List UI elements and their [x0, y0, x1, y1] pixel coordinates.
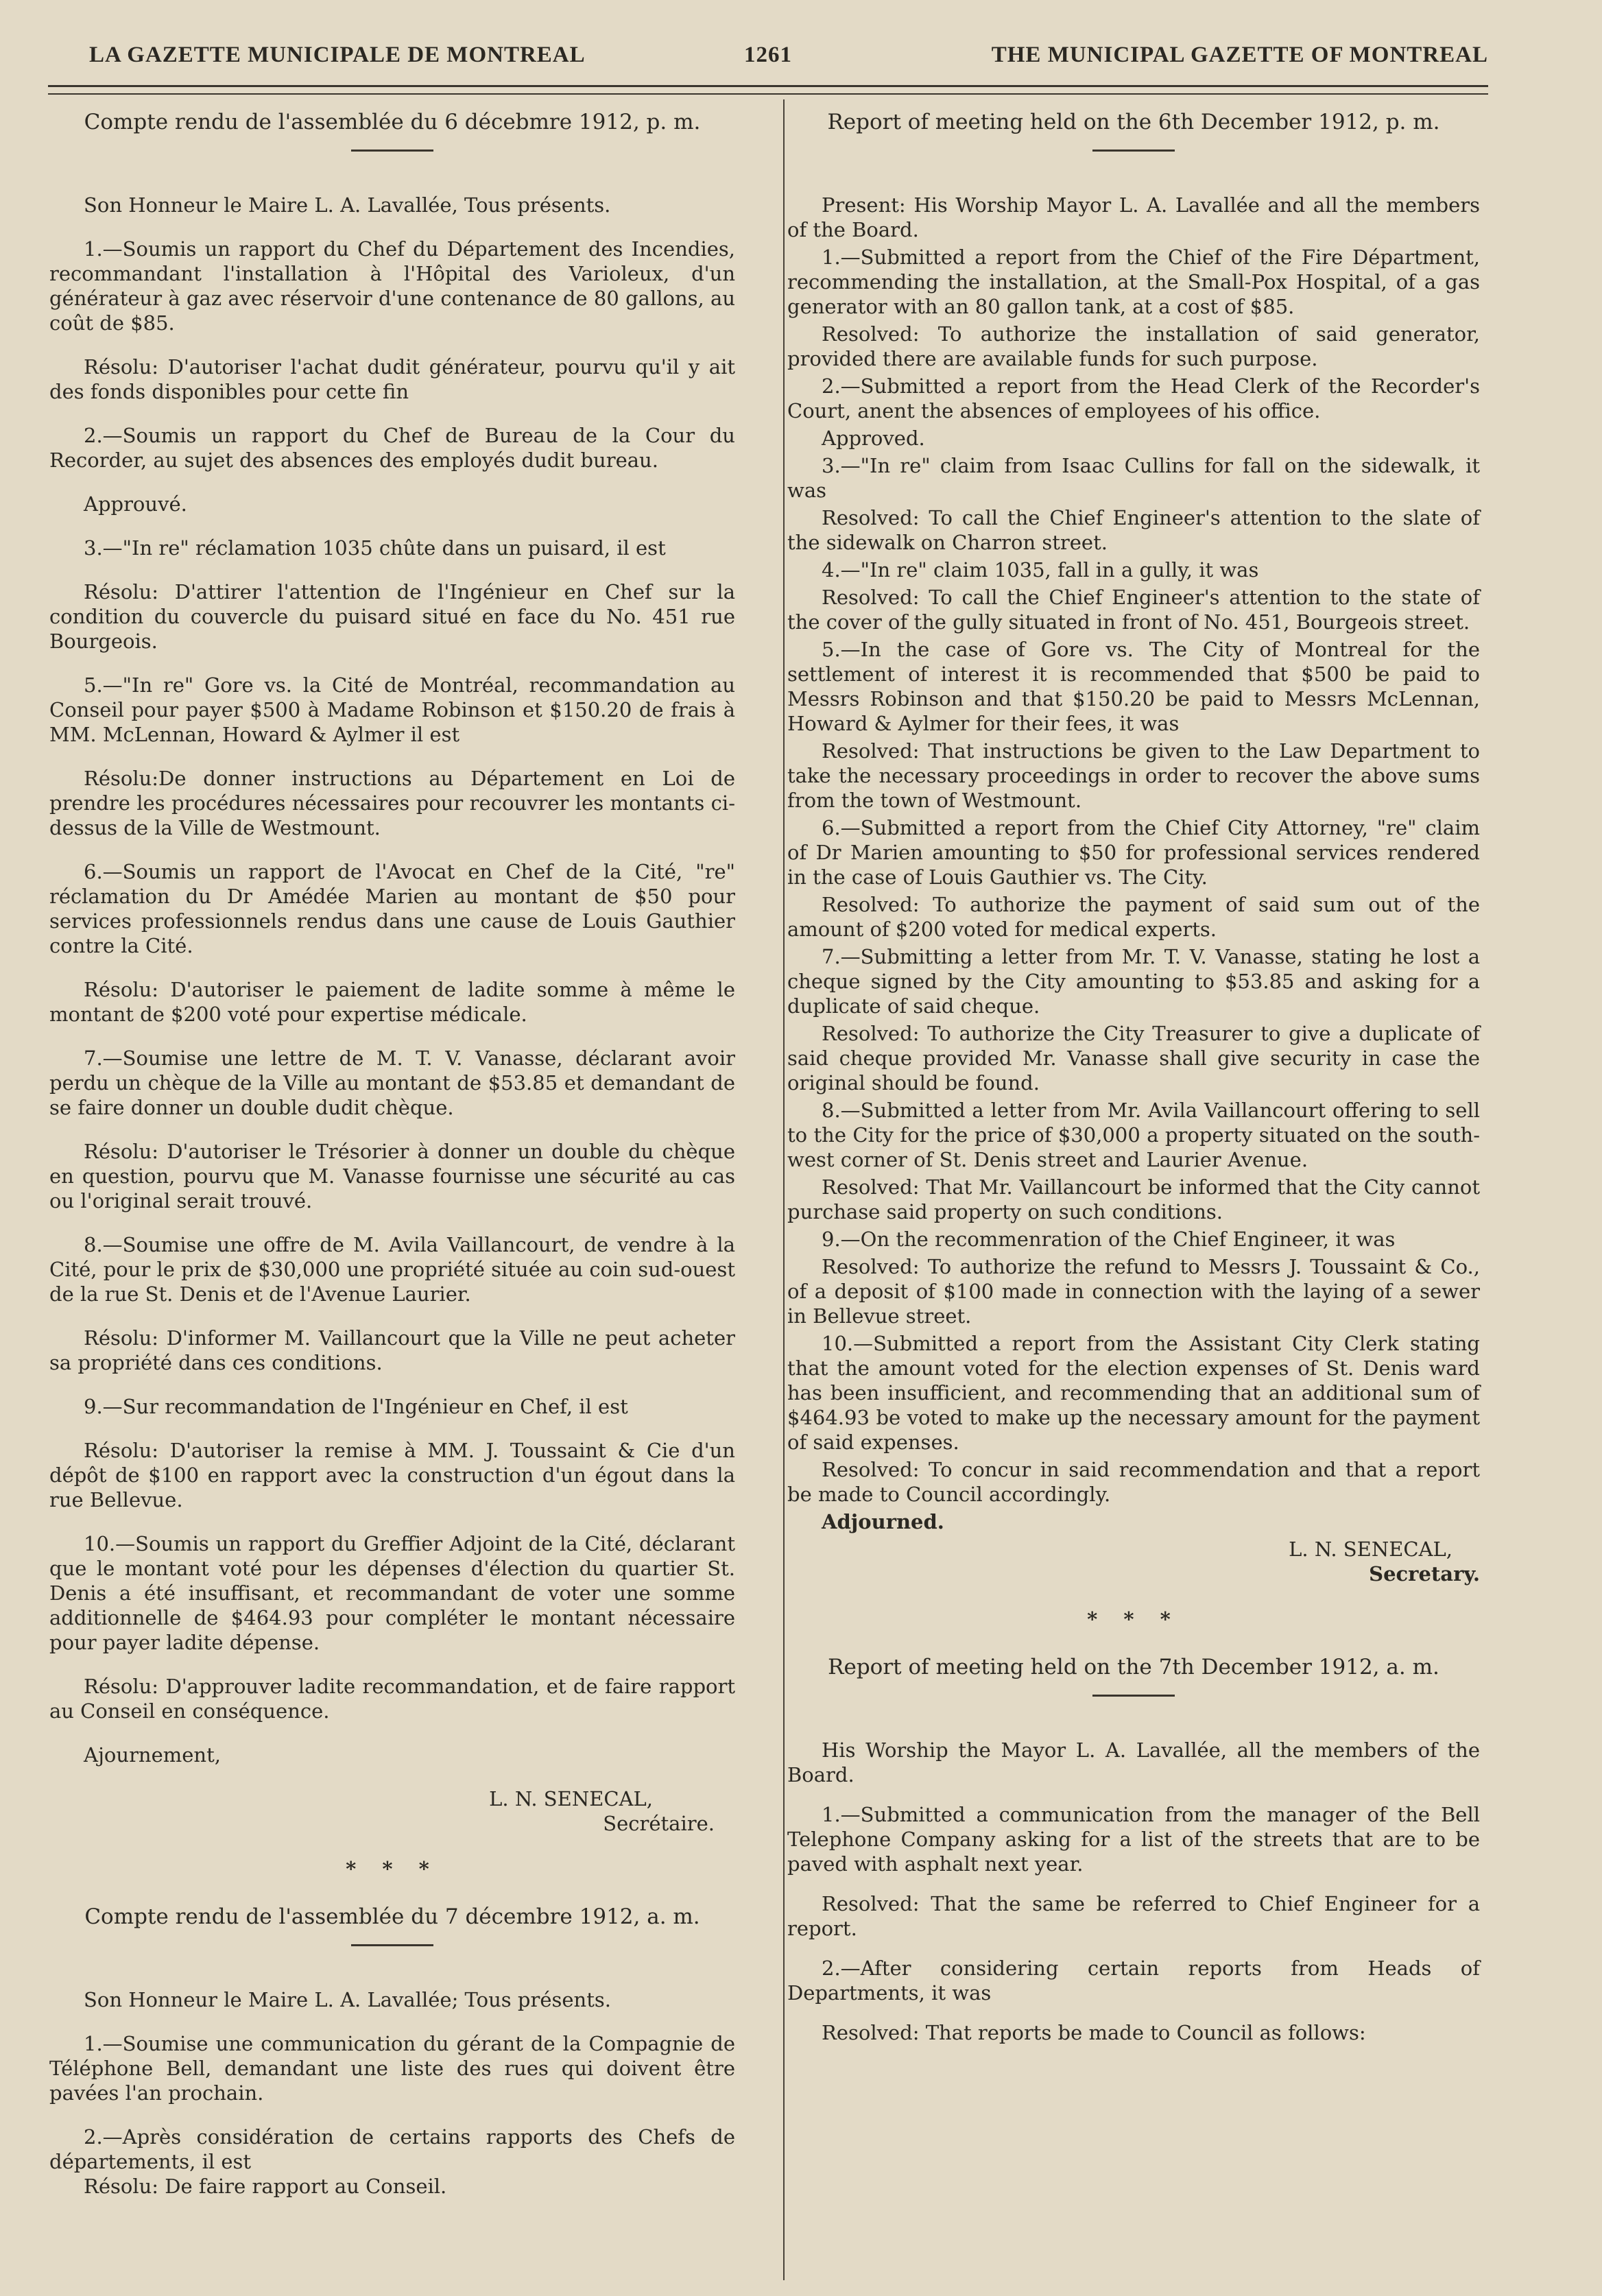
title-rule	[351, 150, 433, 152]
resolution: Résolu: D'autoriser l'achat dudit générateur, pourvu qu'il y ait des fonds disponibles pour cette fin	[49, 355, 735, 403]
signature-title: Secretary.	[1369, 1562, 1480, 1586]
header-rule-bottom	[48, 93, 1488, 95]
minute-item: 3.—"In re" réclamation 1035 chûte dans un puisard, il est	[84, 536, 666, 560]
title-rule	[351, 1944, 433, 1946]
minute-item: 8.—Soumise une offre de M. Avila Vaillancourt, de vendre à la Cité, pour le prix de $30,000 une propriété située au coin sud-ouest de la rue St. Denis et de l'Avenue Laurier.	[49, 1233, 735, 1306]
header-rule-top	[48, 85, 1488, 87]
minute-item: 7.—Submitting a letter from Mr. T. V. Vanasse, stating he lost a cheque signed by the City amounting to $53.85 and asking for a duplicate of said cheque.	[787, 945, 1480, 1018]
minute-item: 9.—Sur recommandation de l'Ingénieur en Chef, il est	[84, 1395, 628, 1418]
resolution: Resolved: To call the Chief Engineer's attention to the state of the cover of the gully situated in front of No. 451, Bourgeois street.	[787, 586, 1480, 634]
resolution: Resolved: That the same be referred to Chief Engineer for a report.	[787, 1892, 1480, 1940]
minute-item: 3.—"In re" claim from Isaac Cullins for fall on the sidewalk, it was	[787, 454, 1480, 502]
minute-item: 6.—Submitted a report from the Chief City Attorney, "re" claim of Dr Marien amounting to $50 for professional services rendered in the case of Louis Gauthier vs. The City.	[787, 816, 1480, 889]
resolution: Resolved: To authorize the refund to Messrs J. Toussaint & Co., of a deposit of $100 made in connection with the laying of a sewer in Bellevue street.	[787, 1255, 1480, 1328]
meeting-title: Compte rendu de l'assemblée du 6 décebmre 1912, p. m.	[84, 110, 701, 134]
resolution: Resolved: That instructions be given to the Law Department to take the necessary proceedings in order to recover the above sums from the town of Westmount.	[787, 739, 1480, 812]
resolution: Approved.	[822, 427, 925, 450]
minute-item: 10.—Soumis un rapport du Greffier Adjoint de la Cité, déclarant que le montant voté pour les dépenses d'élection du quartier St. Denis a été insuffisant, et recommandant de voter une somme additionnelle de $464.93 pour compléter le montant nécessaire pour payer ladite dépense.	[49, 1532, 735, 1654]
minute-item: 2.—After considering certain reports from Heads of Departments, it was	[787, 1957, 1480, 2005]
signature-name: L. N. SENECAL,	[489, 1787, 653, 1810]
minute-item: 10.—Submitted a report from the Assistant City Clerk stating that the amount voted for the election expenses of St. Denis ward has been insufficient, and recommending that an additional sum of $464.93 be voted to make up the necessary amount for the payment of said expenses.	[787, 1332, 1480, 1454]
minute-item: 6.—Soumis un rapport de l'Avocat en Chef de la Cité, "re" réclamation du Dr Amédée Marien au montant de $50 pour services professionnels rendus dans une cause de Louis Gauthier contre la Cité.	[49, 860, 735, 957]
adjournment: Ajournement,	[84, 1743, 221, 1767]
resolution: Résolu: D'autoriser le Trésorier à donner un double du chèque en question, pourvu que M. Vanasse fournisse une sécurité au cas ou l'original serait trouvé.	[49, 1140, 735, 1212]
resolution: Resolved: To authorize the City Treasurer to give a duplicate of said cheque provided Mr. Vanasse shall give security in case the original should be found.	[787, 1022, 1480, 1095]
minute-item: 7.—Soumise une lettre de M. T. V. Vanasse, déclarant avoir perdu un chèque de la Ville au montant de $53.85 et demandant de se faire donner un double dudit chèque.	[49, 1047, 735, 1119]
minute-item: 5.—In the case of Gore vs. The City of Montreal for the settlement of interest it is recommended that $500 be paid to Messrs Robinson and that $150.20 be paid to Messrs McLennan, Howard & Aylmer for their fees, it was	[787, 638, 1480, 735]
minute-item: 1.—Submitted a report from the Chief of the Fire Départment, recommending the installation, at the Small-Pox Hospital, of a gas generator with an 80 gallon tank, at a cost of $85.	[787, 246, 1480, 318]
resolution: Résolu: D'approuver ladite recommandation, et de faire rapport au Conseil en conséquence.	[49, 1675, 735, 1723]
meeting-title: Report of meeting held on the 6th December 1912, p. m.	[827, 110, 1440, 134]
minute-item: 2.—Submitted a report from the Head Clerk of the Recorder's Court, anent the absences of employees of his office.	[787, 374, 1480, 422]
title-rule	[1092, 150, 1175, 152]
page-number: 1261	[744, 43, 792, 67]
minute-item: 8.—Submitted a letter from Mr. Avila Vaillancourt offering to sell to the City for the price of $30,000 a property situated on the south-west corner of St. Denis street and Laurier Avenue.	[787, 1099, 1480, 1171]
section-separator: * * *	[346, 1857, 439, 1880]
resolution: Resolved: To concur in said recommendation and that a report be made to Council accordingly.	[787, 1458, 1480, 1506]
attendance: His Worship the Mayor L. A. Lavallée, all the members of the Board.	[787, 1738, 1480, 1786]
resolution: Resolved: To authorize the installation of said generator, provided there are available funds for such purpose.	[787, 322, 1480, 370]
resolution: Résolu: De faire rapport au Conseil.	[84, 2175, 447, 2198]
adjournment: Adjourned.	[822, 1510, 944, 1533]
column-divider	[783, 99, 785, 2280]
header-french-title: LA GAZETTE MUNICIPALE DE MONTREAL	[89, 43, 586, 67]
signature-name: L. N. SENECAL,	[1289, 1538, 1452, 1561]
resolution: Résolu: D'informer M. Vaillancourt que la Ville ne peut acheter sa propriété dans ces conditions.	[49, 1326, 735, 1374]
minute-item: 1.—Soumis un rapport du Chef du Département des Incendies, recommandant l'installation à l'Hôpital des Varioleux, d'un générateur à gaz avec réservoir d'une contenance de 80 gallons, au coût de $85.	[49, 237, 735, 335]
attendance: Son Honneur le Maire L. A. Lavallée; Tous présents.	[84, 1988, 611, 2011]
meeting-title: Compte rendu de l'assemblée du 7 décembre 1912, a. m.	[84, 1904, 700, 1929]
resolution: Resolved: To authorize the payment of said sum out of the amount of $200 voted for medical experts.	[787, 893, 1480, 941]
minute-item: 9.—On the recommenration of the Chief Engineer, it was	[822, 1228, 1396, 1251]
minute-item: 1.—Soumise une communication du gérant de la Compagnie de Téléphone Bell, demandant une liste des rues qui doivent être pavées l'an prochain.	[49, 2032, 735, 2105]
resolution: Résolu: D'autoriser le paiement de ladite somme à même le montant de $200 voté pour expertise médicale.	[49, 978, 735, 1026]
minute-item: 2.—Après considération de certains rapports des Chefs de départements, il est	[49, 2125, 735, 2173]
resolution: Résolu: D'autoriser la remise à MM. J. Toussaint & Cie d'un dépôt de $100 en rapport avec la construction d'un égout dans la rue Bellevue.	[49, 1439, 735, 1511]
french-column	[49, 110, 735, 2218]
running-header	[89, 43, 1488, 77]
minute-item: 1.—Submitted a communication from the manager of the Bell Telephone Company asking for a list of the streets that are to be paved with asphalt next year.	[787, 1803, 1480, 1876]
resolution: Resolved: To call the Chief Engineer's attention to the slate of the sidewalk on Charron street.	[787, 506, 1480, 554]
title-rule	[1092, 1695, 1175, 1697]
signature-title: Secrétaire.	[603, 1812, 715, 1835]
section-separator: * * *	[1087, 1607, 1180, 1631]
minute-item: 2.—Soumis un rapport du Chef de Bureau de la Cour du Recorder, au sujet des absences des employés dudit bureau.	[49, 424, 735, 472]
resolution: Resolved: That Mr. Vaillancourt be informed that the City cannot purchase said property on such conditions.	[787, 1175, 1480, 1223]
resolution: Approuvé.	[84, 492, 187, 516]
meeting-title: Report of meeting held on the 7th December 1912, a. m.	[828, 1655, 1439, 1679]
resolution: Résolu:De donner instructions au Département en Loi de prendre les procédures nécessaires pour recouvrer les montants ci-dessus de la Ville de Westmount.	[49, 767, 735, 839]
resolution: Résolu: D'attirer l'attention de l'Ingénieur en Chef sur la condition du couvercle du puisard situé en face du No. 451 rue Bourgeois.	[49, 580, 735, 653]
attendance: Present: His Worship Mayor L. A. Lavallée and all the members of the Board.	[787, 193, 1480, 241]
minute-item: 4.—"In re" claim 1035, fall in a gully, it was	[822, 558, 1259, 582]
english-column	[787, 110, 1480, 2048]
minute-item: 5.—"In re" Gore vs. la Cité de Montréal, recommandation au Conseil pour payer $500 à Madame Robinson et $150.20 de frais à MM. McLennan, Howard & Aylmer il est	[49, 673, 735, 746]
attendance: Son Honneur le Maire L. A. Lavallée, Tous présents.	[84, 193, 611, 217]
resolution: Resolved: That reports be made to Council as follows:	[822, 2021, 1366, 2044]
header-english-title: THE MUNICIPAL GAZETTE OF MONTREAL	[991, 43, 1488, 67]
